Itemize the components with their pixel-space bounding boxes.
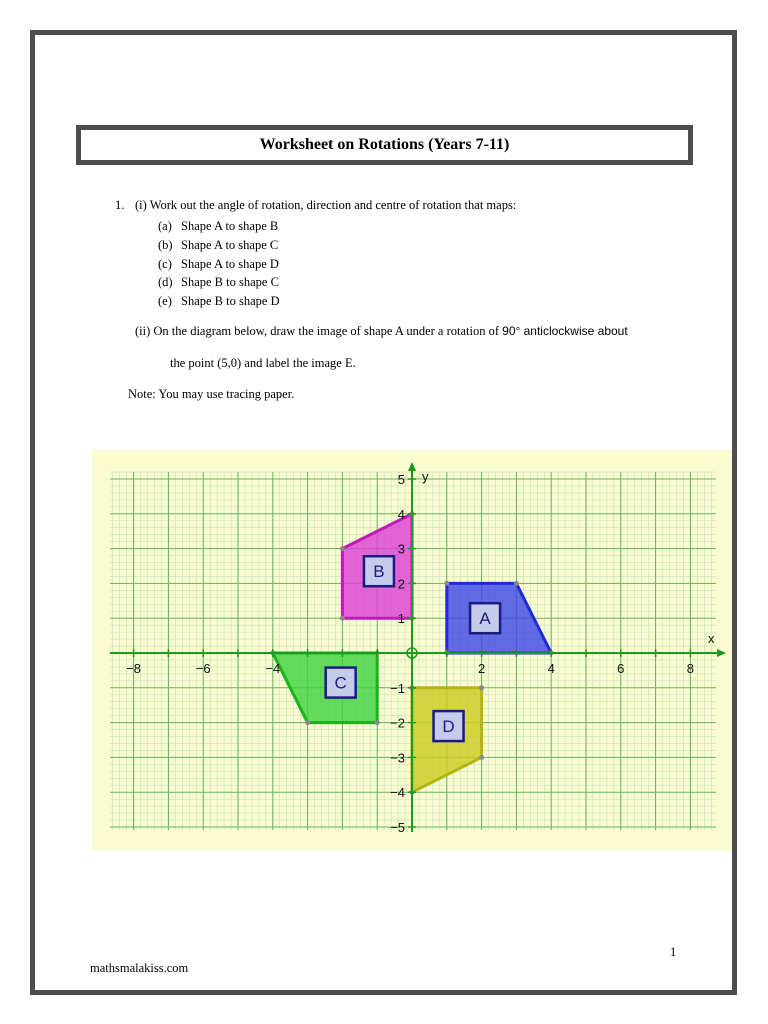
part-text: Shape A to shape B: [181, 219, 279, 233]
footer-site: mathsmalakiss.com: [90, 961, 189, 975]
part-label: (b): [158, 237, 173, 252]
vertex-point: [340, 616, 345, 621]
x-tick-label: −6: [195, 661, 211, 676]
y-tick-label: 3: [397, 541, 405, 557]
y-tick-label: 1: [397, 611, 405, 627]
part-item: [158, 273, 280, 292]
part-label: (d): [158, 275, 173, 290]
part-item: [158, 292, 280, 311]
vertex-point: [479, 755, 484, 760]
y-axis-arrow: [408, 462, 416, 471]
y-tick-label: 2: [397, 576, 405, 592]
part-text: Shape A to shape C: [181, 237, 279, 252]
part-item: [158, 236, 280, 255]
coordinate-grid-panel: [92, 450, 732, 850]
vertex-point: [375, 720, 380, 725]
vertex-point: [514, 581, 519, 586]
part-ii-text: (ii) On the diagram below, draw the image of shape A under a rotation of: [135, 324, 503, 338]
x-tick-label: −4: [265, 661, 281, 676]
x-axis-arrow: [717, 649, 726, 657]
x-tick-label: −8: [126, 661, 142, 676]
part-ii-line-2: the point (5,0) and label the image E.: [170, 356, 356, 370]
y-axis-label: y: [422, 469, 429, 484]
vertex-point: [305, 720, 310, 725]
shape-label-a: A: [479, 609, 491, 629]
vertex-point: [340, 546, 345, 551]
y-tick-label: −2: [390, 715, 405, 731]
y-tick-label: −5: [390, 820, 405, 835]
y-tick-label: 4: [397, 506, 405, 522]
part-label: (a): [158, 219, 172, 233]
page-number: 1: [670, 945, 677, 959]
part-text: Shape B to shape D: [181, 294, 280, 309]
x-tick-label: 6: [617, 661, 625, 676]
y-tick-label: −3: [390, 750, 405, 766]
x-tick-label: 2: [477, 661, 486, 676]
x-tick-label: 8: [686, 661, 695, 676]
part-text: Shape B to shape C: [181, 275, 279, 290]
shape-label-d: D: [442, 717, 455, 737]
worksheet-title: Worksheet on Rotations (Years 7-11): [259, 136, 510, 153]
part-label: (c): [158, 256, 172, 271]
y-tick-label: −4: [390, 785, 405, 801]
question-parts-list: [158, 217, 280, 311]
part-label: (e): [158, 294, 172, 309]
part-ii-line-1: [135, 324, 628, 339]
coordinate-grid: [92, 450, 732, 850]
shape-label-c: C: [334, 673, 347, 693]
vertex-point: [444, 581, 449, 586]
part-text: Shape A to shape D: [181, 256, 279, 271]
note-text: Note: You may use tracing paper.: [128, 387, 295, 401]
part-item: [158, 255, 280, 274]
question-number: 1.: [115, 198, 125, 212]
x-tick-label: 4: [547, 661, 555, 676]
part-item: [158, 217, 280, 236]
title-box: [76, 125, 693, 165]
vertex-point: [479, 685, 484, 690]
shape-label-b: B: [373, 562, 385, 582]
part-ii-angle: 90° anticlockwise about: [502, 324, 628, 338]
y-tick-label: −1: [390, 680, 405, 696]
y-tick-label: 5: [397, 472, 405, 487]
x-axis-label: x: [708, 631, 715, 646]
question-intro: (i) Work out the angle of rotation, direction and centre of rotation that maps:: [135, 198, 517, 212]
